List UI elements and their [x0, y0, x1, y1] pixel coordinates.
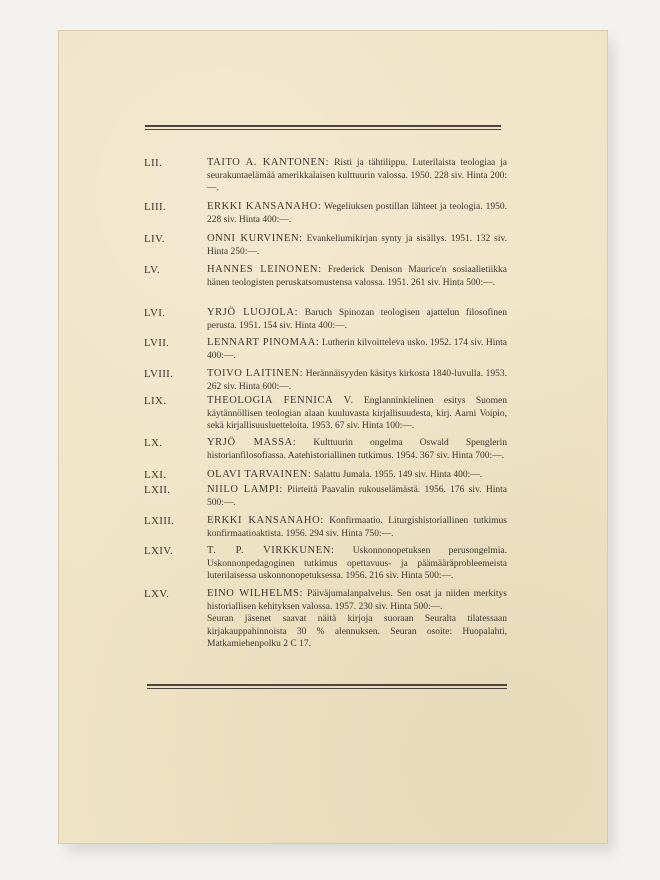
entry-author: TOIVO LAITINEN:: [207, 368, 304, 379]
entry-number: LXII.: [144, 484, 171, 496]
entry-description: Wegeliuksen postillan lähteet ja teologia. 1950. 228 siv. Hinta 400:—.: [207, 202, 507, 225]
entry-text: [207, 201, 507, 226]
entry-text: [207, 233, 507, 258]
entry-author: THEOLOGIA FENNICA V.: [207, 395, 354, 406]
entry-author: LENNART PINOMAA:: [207, 337, 320, 348]
entry-author: EINO WILHELMS:: [207, 588, 303, 599]
entry-description: Baruch Spinozan teologisen ajattelun filosofinen perusta. 1951. 154 siv. Hinta 400:—.: [207, 308, 507, 331]
entry-description: Kulttuurin ongelma Oswald Spenglerin historianfilosofiassa. Aatehistoriallinen tutkimus. 1954. 367 siv. Hinta 700:—.: [207, 438, 507, 461]
entry-description: Frederick Denison Maurice'n sosiaalietiikka hänen teologisten peruskatsomustensa valossa. 1951. 261 siv. Hinta 500:—.: [207, 265, 508, 288]
entry-text: [207, 337, 507, 362]
entry-text: [207, 307, 507, 332]
entry-author: ONNI KURVINEN:: [207, 233, 303, 244]
entry-author: NIILO LAMPI:: [207, 484, 283, 495]
entry-author: HANNES LEINONEN:: [207, 264, 322, 275]
entry-number: LXV.: [144, 588, 170, 600]
entry-description: Piirteitä Paavalin rukouselämästä. 1956. 176 siv. Hinta 500:—.: [207, 485, 508, 508]
bottom-rule: [147, 684, 507, 689]
entry-number: LIX.: [144, 395, 167, 407]
entry-description: Päiväjumalanpalvelus. Sen osat ja niiden merkitys historiallisen kehityksen valossa. 1957. 230 siv. Hinta 500:—.: [207, 589, 507, 612]
entry-text: [207, 264, 507, 289]
entry-number: LII.: [144, 157, 162, 169]
entry-author: T. P. VIRKKUNEN:: [207, 545, 335, 556]
entry-number: LVI.: [144, 307, 166, 319]
entry-description: Lutherin kilvoitteleva usko. 1952. 174 siv. Hinta 400:—.: [207, 338, 507, 361]
entry-author: ERKKI KANSANAHO:: [207, 201, 322, 212]
entry-text: [207, 368, 507, 393]
entry-description: Risti ja tähtilippu. Luterilaista teologiaa ja seurakuntaelämää amerikkalaisen kulttuurin valossa. 1950. 228 siv. Hinta 200:—.: [207, 158, 508, 194]
entry-author: OLAVI TARVAINEN:: [207, 469, 312, 480]
entry-number: LVII.: [144, 337, 170, 349]
entry-description: Konfirmaatio. Liturgishistoriallinen tutkimus konfirmaatioaktista. 1956. 294 siv. Hinta 750:—.: [207, 516, 507, 539]
entry-description: Uskonnonopetuksen perusongelmia. Uskonnonpedagoginen tutkimus opettavuus- ja päämääräprobleemeista luterilaisessa uskonnonopetuksessa. 1956. 216 siv. Hinta 500:—.: [207, 546, 507, 582]
entry-text: [207, 545, 507, 583]
entry-description: Evankeliumikirjan synty ja sisällys. 1951. 132 siv. Hinta 250:—.: [207, 234, 507, 257]
entry-description: Salattu Jumala. 1955. 149 siv. Hinta 400:—.: [313, 470, 483, 480]
book-back-cover: [58, 30, 608, 844]
entry-description: Herännäisyyden käsitys kirkosta 1840-luvulla. 1953. 262 siv. Hinta 600:—.: [207, 369, 507, 392]
entry-number: LIV.: [144, 233, 165, 245]
entry-number: LXIII.: [144, 515, 175, 527]
entry-author: TAITO A. KANTONEN:: [207, 157, 330, 168]
entry-text: [207, 395, 507, 433]
entry-text: [207, 515, 507, 540]
entry-number: LX.: [144, 437, 163, 449]
entry-number: LXI.: [144, 469, 167, 481]
entry-number: LV.: [144, 264, 160, 276]
entry-author: ERKKI KANSANAHO:: [207, 515, 324, 526]
entry-text: [207, 437, 507, 462]
entry-text: [207, 484, 507, 509]
entry-number: LVIII.: [144, 368, 174, 380]
society-note: Seuran jäsenet saavat näitä kirjoja suoraan Seuralta tilatessaan kirjakauppahinnoista 30 % alennuksen. Seuran osoite: Huopalahti, Matkamiehenpolku 2 C 17.: [207, 614, 507, 650]
entry-author: YRJÖ MASSA:: [207, 437, 297, 448]
entry-author: YRJÖ LUOJOLA:: [207, 307, 299, 318]
entry-number: LXIV.: [144, 545, 174, 557]
entry-number: LIII.: [144, 201, 166, 213]
entry-description: Englanninkielinen esitys Suomen käytännöllisen teologian alaan kuuluvasta kirjallisuudesta, kirj. Aarni Voipio, sekä kirjallisuusluetteloita. 1953. 67 siv. Hinta 100:—.: [207, 396, 507, 432]
entry-text: [207, 157, 507, 195]
entry-text: [207, 588, 507, 613]
entry-text: [207, 469, 507, 482]
top-rule: [145, 125, 501, 130]
